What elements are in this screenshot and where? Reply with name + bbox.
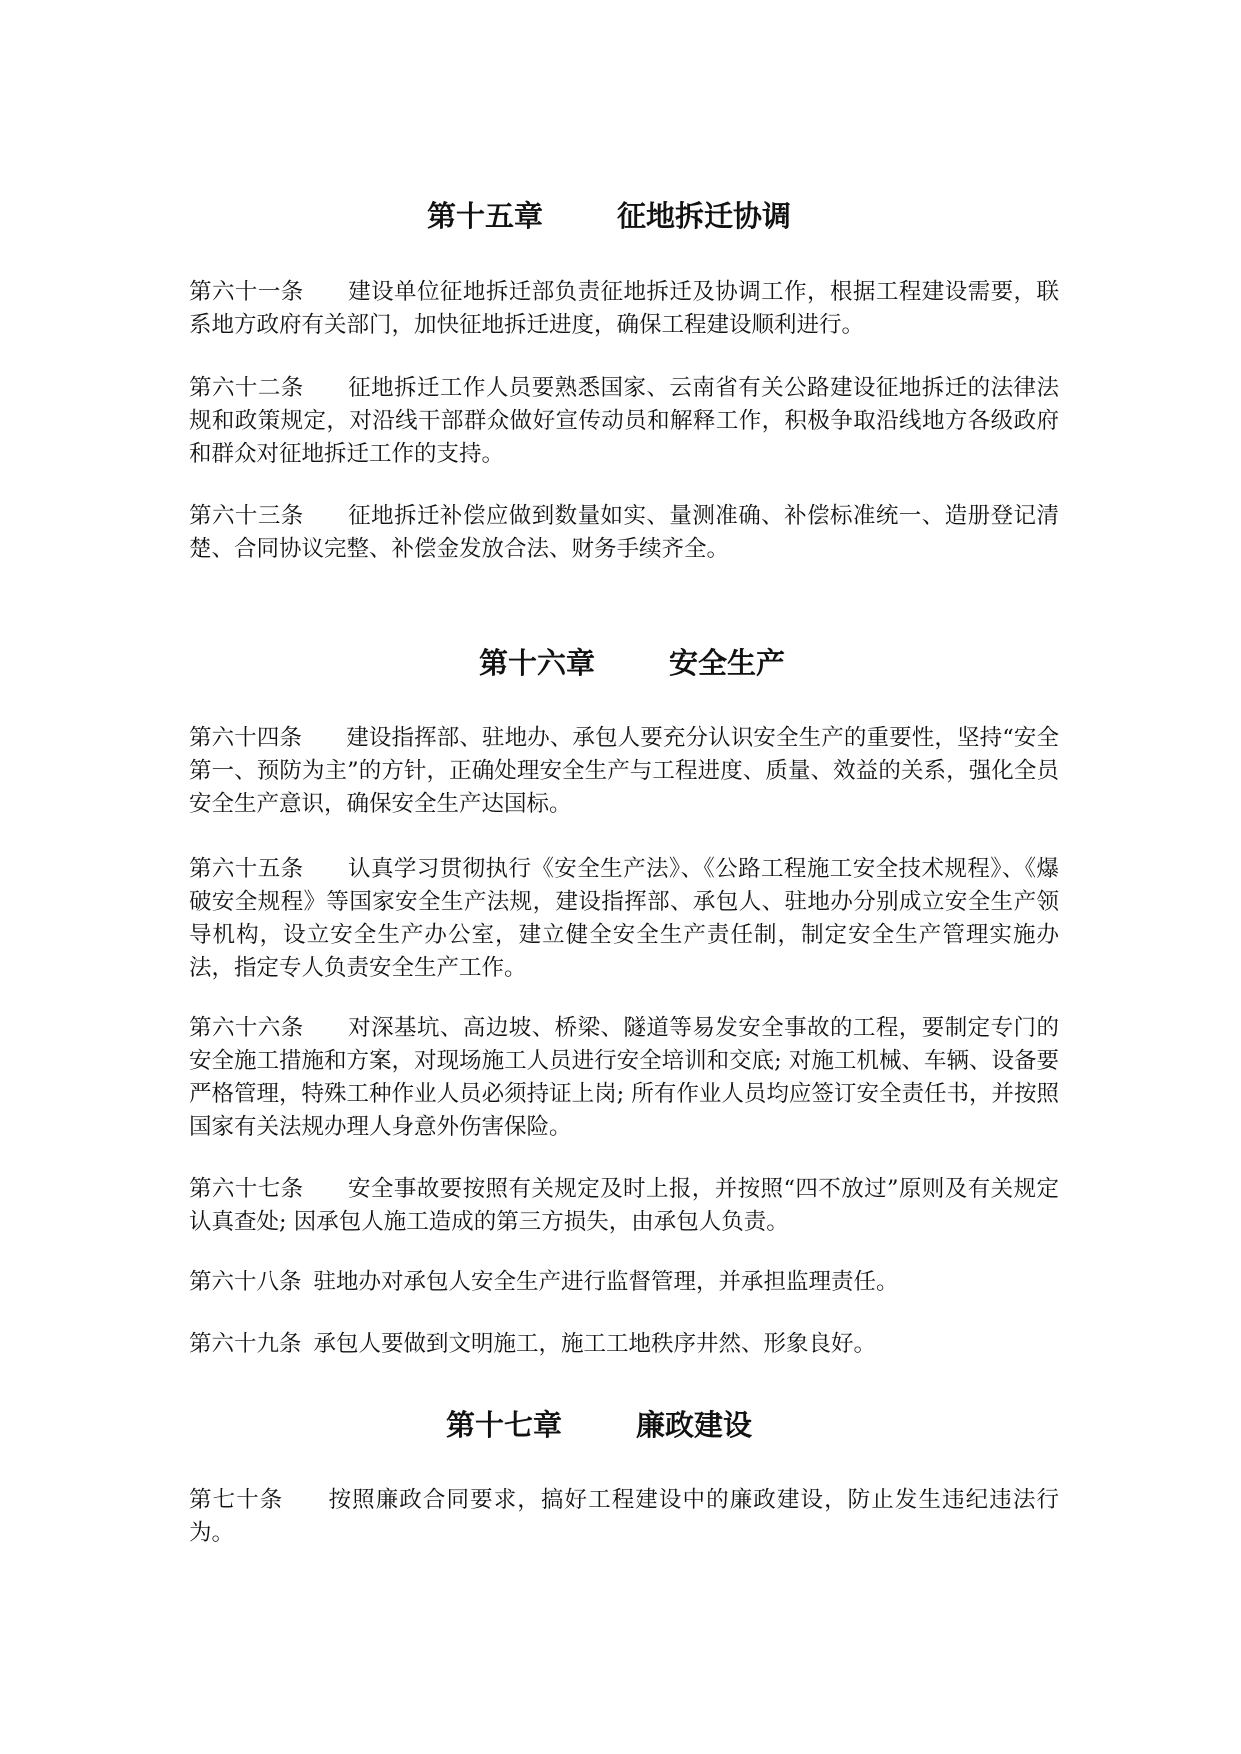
- article-number: 第六十八条: [189, 1269, 302, 1295]
- article-number: 第六十七条: [189, 1176, 304, 1202]
- article-number: 第六十五条: [189, 856, 304, 882]
- article-text: 承包人要做到文明施工，施工工地秩序井然、形象良好。: [313, 1331, 877, 1357]
- article-text: 征地拆迁补偿应做到数量如实、量测准确、补偿标准统一、造册登记清楚、合同协议完整、补偿金发放合法、财务手续齐全。: [189, 503, 1059, 562]
- article-text: 驻地办对承包人安全生产进行监督管理，并承担监理责任。: [313, 1269, 899, 1295]
- article-text: 按照廉政合同要求，搞好工程建设中的廉政建设，防止发生违纪违法行为。: [189, 1487, 1059, 1546]
- article-paragraph: [189, 1328, 1059, 1361]
- article-text: 建设单位征地拆迁部负责征地拆迁及协调工作，根据工程建设需要，联系地方政府有关部门，加快征地拆迁进度，确保工程建设顺利进行。: [189, 279, 1059, 338]
- chapter-title: 征地拆迁协调: [617, 199, 792, 233]
- chapter-number: 第十六章: [479, 646, 596, 680]
- chapter-heading: [0, 643, 1241, 683]
- article-paragraph: [189, 1484, 1059, 1550]
- article-text: 建设指挥部、驻地办、承包人要充分认识安全生产的重要性，坚持“安全第一、预防为主”的方针，正确处理安全生产与工程进度、质量、效益的关系，强化全员安全生产意识，确保安全生产达国标。: [189, 725, 1059, 817]
- article-number: 第六十六条: [189, 1015, 304, 1041]
- article-paragraph: [189, 500, 1059, 566]
- chapter-title: 廉政建设: [636, 1408, 753, 1442]
- article-number: 第六十三条: [189, 503, 304, 529]
- article-number: 第七十条: [189, 1487, 284, 1513]
- article-paragraph: [189, 853, 1059, 985]
- article-paragraph: [189, 276, 1059, 342]
- chapter-number: 第十五章: [427, 199, 544, 233]
- article-paragraph: [189, 1266, 1059, 1299]
- article-text: 征地拆迁工作人员要熟悉国家、云南省有关公路建设征地拆迁的法律法规和政策规定，对沿线干部群众做好宣传动员和解释工作，积极争取沿线地方各级政府和群众对征地拆迁工作的支持。: [189, 375, 1059, 467]
- article-paragraph: [189, 1012, 1059, 1144]
- article-paragraph: [189, 722, 1059, 821]
- article-number: 第六十四条: [189, 725, 303, 751]
- article-number: 第六十二条: [189, 375, 304, 401]
- article-paragraph: [189, 1173, 1059, 1239]
- article-number: 第六十一条: [189, 279, 304, 305]
- article-text: 安全事故要按照有关规定及时上报，并按照“四不放过”原则及有关规定认真查处; 因承包人施工造成的第三方损失，由承包人负责。: [189, 1176, 1059, 1235]
- chapter-title: 安全生产: [669, 646, 786, 680]
- article-number: 第六十九条: [189, 1331, 302, 1357]
- chapter-heading: [0, 1405, 1241, 1445]
- article-text: 对深基坑、高边坡、桥梁、隧道等易发安全事故的工程，要制定专门的安全施工措施和方案，对现场施工人员进行安全培训和交底; 对施工机械、车辆、设备要严格管理，特殊工种作业人员必须持证上岗; 所有作业人员均应签订安全责任书，并按照国家有关法规办理人身意外伤害保险。: [189, 1015, 1059, 1140]
- chapter-heading: [0, 196, 1241, 236]
- chapter-number: 第十七章: [446, 1408, 563, 1442]
- article-text: 认真学习贯彻执行《安全生产法》、《公路工程施工安全技术规程》、《爆破安全规程》等国家安全生产法规，建设指挥部、承包人、驻地办分别成立安全生产领导机构，设立安全生产办公室，建立健全安全生产责任制，制定安全生产管理实施办法，指定专人负责安全生产工作。: [189, 856, 1059, 981]
- article-paragraph: [189, 372, 1059, 471]
